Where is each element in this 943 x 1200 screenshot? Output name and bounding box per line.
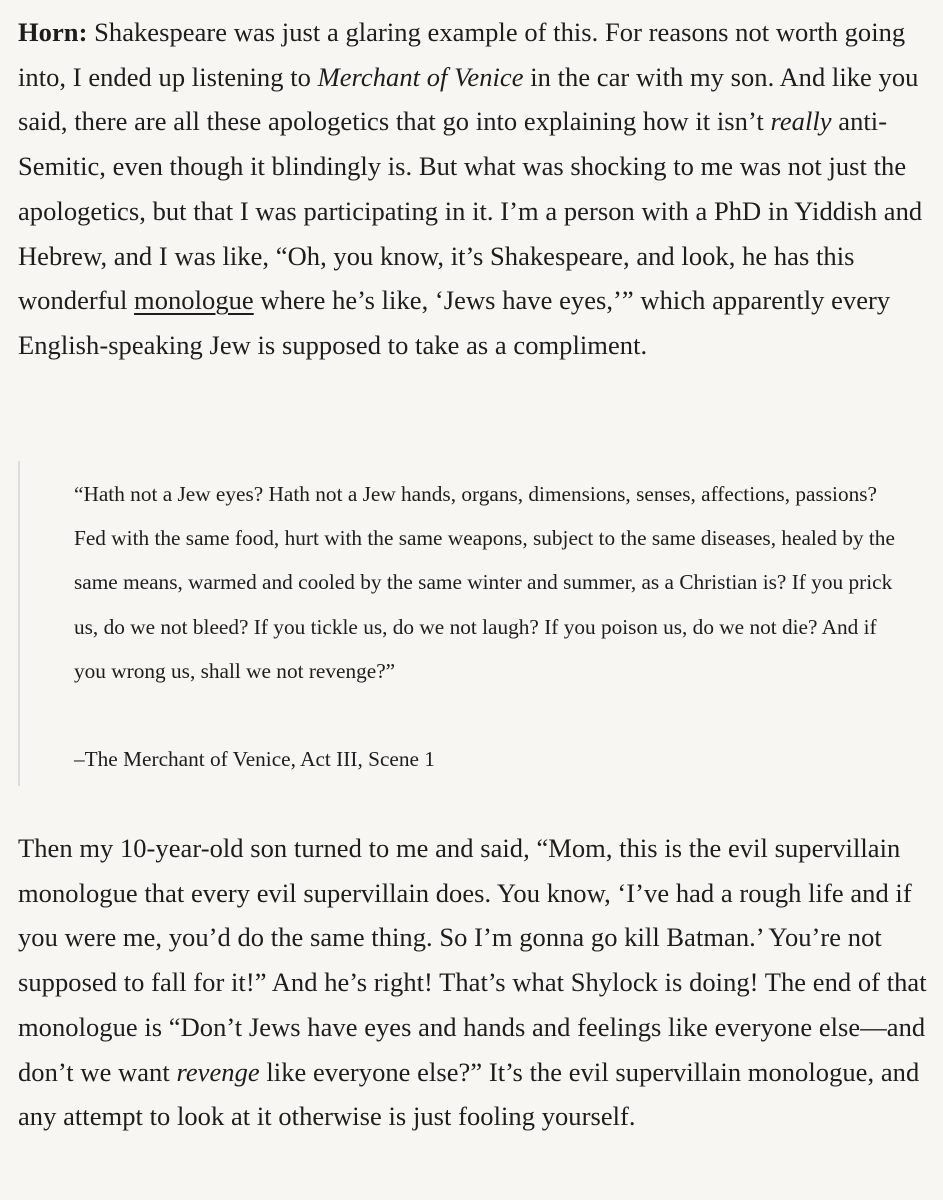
paragraph-horn bbox=[18, 10, 928, 368]
paragraph-text: like everyone else?” It’s the evil supervillain monologue, and any attempt to look at it otherwise is just fooling yourself. bbox=[18, 1056, 920, 1132]
paragraph-text: in the car with my son. And like you said, there are all these apologetics that go into explaining how it isn’t bbox=[18, 61, 919, 137]
monologue-link[interactable]: monologue bbox=[134, 285, 254, 316]
emphasis-italic: revenge bbox=[176, 1056, 260, 1087]
quote-citation: –The Merchant of Venice, Act III, Scene 1 bbox=[74, 747, 435, 772]
paragraph-text: Shakespeare was just a glaring example of this. For reasons not worth going into, I ended up listening to bbox=[18, 17, 906, 92]
article-body bbox=[18, 10, 928, 1132]
blockquote bbox=[18, 461, 913, 786]
paragraph-son bbox=[18, 826, 928, 1139]
paragraph-text: Then my 10-year-old son turned to me and said, “Mom, this is the evil supervillain monologue that every evil supervillain does. You know, ‘I’ve had a rough life and if you were me, you’d do the same thing. So I’m gonna go kill Batman.’ You’re not supposed to fall for it!” And he’s right! That’s what Shylock is doing! The end of that monologue is “Don’t Jews have eyes and hands and feelings like everyone else—and don’t we want bbox=[18, 833, 927, 1087]
quote-text: “Hath not a Jew eyes? Hath not a Jew hands, organs, dimensions, senses, affections, passions? Fed with the same food, hurt with the same weapons, subject to the same diseases, healed by the same means, warmed and cooled by the same winter and summer, as a Christian is? If you prick us, do we not bleed? If you tickle us, do we not laugh? If you poison us, do we not die? And if you wrong us, shall we not revenge?” bbox=[74, 482, 895, 683]
emphasis-italic: really bbox=[770, 106, 832, 137]
title-italic: Merchant of Venice bbox=[317, 61, 524, 92]
speaker-label: Horn: bbox=[18, 17, 88, 47]
paragraph-text: where he’s like, ‘Jews have eyes,’” which apparently every English-speaking Jew is supposed to take as a compliment. bbox=[18, 285, 891, 360]
paragraph-text: anti-Semitic, even though it blindingly is. But what was shocking to me was not just the apologetics, but that I was participating in it. I’m a person with a PhD in Yiddish and Hebrew, and I was like, “Oh, you know, it’s Shakespeare, and look, he has this wonderful bbox=[18, 106, 923, 316]
